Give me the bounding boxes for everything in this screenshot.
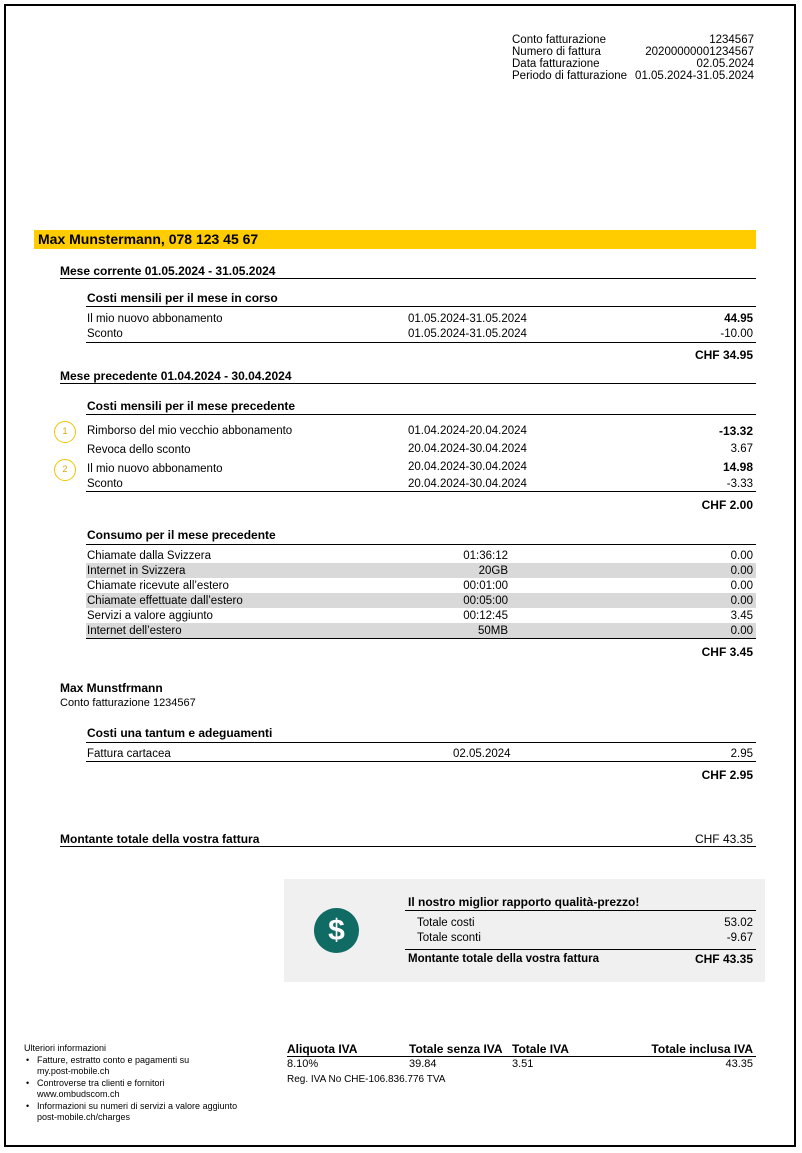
vat-value-net: 39.84 [409,1058,437,1070]
one-time-date: 02.05.2024 [453,748,511,760]
consumption-qty: 00:12:45 [463,610,508,622]
header-row [512,58,754,70]
header-label: Conto fatturazione [512,34,606,46]
footer-item [24,1101,274,1124]
one-time-amount: 2.95 [730,748,753,760]
consumption-amount: 3.45 [730,610,753,622]
marker-badge: 1 [54,421,76,443]
header-row [512,34,754,46]
consumption-qty: 20GB [478,565,508,577]
footer-title: Ulteriori informazioni [24,1043,107,1053]
previous-month-total: CHF 2.00 [701,498,753,512]
footer-link[interactable]: www.ombudscom.ch [37,1089,120,1099]
footer-link[interactable]: my.post-mobile.ch [37,1066,110,1076]
header-row [512,46,754,58]
account-holder-account: Conto fatturazione 1234567 [60,697,196,709]
footer-item [24,1055,274,1078]
line-item-label: Sconto [87,328,123,340]
consumption-label: Chiamate dalla Svizzera [87,550,212,562]
marker-badge: 2 [54,459,76,481]
consumption-qty: 00:05:00 [463,595,508,607]
consumption-qty: 01:36:12 [463,550,508,562]
line-item-period: 01.05.2024-31.05.2024 [408,313,527,325]
line-item-period: 20.04.2024-30.04.2024 [408,443,527,455]
line-item-period: 20.04.2024-30.04.2024 [408,461,527,473]
consumption-label: Chiamate effettuate dall’estero [87,595,243,607]
summary-total-value: CHF 43.35 [694,952,753,966]
line-item-amount: 44.95 [724,313,753,325]
previous-month-title: Mese precedente 01.04.2024 - 30.04.2024 [60,369,292,383]
consumption-label: Servizi a valore aggiunto [87,610,213,622]
line-item-period: 01.05.2024-31.05.2024 [408,328,527,340]
divider [86,638,756,639]
vat-header-rate: Aliquota IVA [287,1042,358,1056]
header-row [512,70,754,82]
divider [405,949,756,950]
consumption-label: Internet in Svizzera [87,565,186,577]
one-time-total: CHF 2.95 [701,768,753,782]
divider [86,414,756,415]
vat-registration: Reg. IVA No CHE-106.836.776 TVA [287,1074,446,1085]
divider [405,910,756,911]
line-item-label: Il mio nuovo abbonamento [87,313,223,325]
line-item-amount: 3.67 [730,443,753,455]
header-value: 1234567 [709,34,754,46]
line-item-label: Il mio nuovo abbonamento [87,463,223,475]
current-month-title: Mese corrente 01.05.2024 - 31.05.2024 [60,264,276,278]
vat-value-gross: 43.35 [725,1058,753,1070]
summary-title: Il nostro miglior rapporto qualità-prezzo! [408,895,640,909]
summary-row-value: 53.02 [724,917,753,929]
header-value: 01.05.2024-31.05.2024 [635,70,754,82]
previous-month-subtitle: Costi mensili per il mese precedente [87,399,296,413]
header-value: 02.05.2024 [696,58,754,70]
consumption-amount: 0.00 [730,625,753,637]
line-item-label: Sconto [87,478,123,490]
footer-info [24,1043,274,1124]
divider [60,278,756,279]
summary-total-label: Montante totale della vostra fattura [408,953,600,965]
header-label: Numero di fattura [512,46,601,58]
divider [60,846,756,847]
line-item-amount: -13.32 [718,424,753,438]
vat-header-vat: Totale IVA [512,1042,569,1056]
vat-header-net: Totale senza IVA [409,1042,503,1056]
consumption-total: CHF 3.45 [701,645,753,659]
dollar-icon: $ [314,908,359,953]
grand-total-label: Montante totale della vostra fattura [60,832,260,846]
consumption-amount: 0.00 [730,550,753,562]
consumption-qty: 00:01:00 [463,580,508,592]
current-month-subtitle: Costi mensili per il mese in corso [87,291,278,305]
consumption-qty: 50MB [477,625,508,637]
divider [86,742,756,743]
header-label: Periodo di fatturazione [512,70,628,82]
vat-header-gross: Totale inclusa IVA [651,1042,753,1056]
line-item-period: 01.04.2024-20.04.2024 [408,425,527,437]
divider [86,761,756,762]
line-item-label: Rimborso del mio vecchio abbonamento [87,425,293,437]
footer-item-text: • Controverse tra clienti e fornitori [37,1077,165,1088]
summary-row-label: Totale sconti [417,932,481,944]
vat-value-vat: 3.51 [512,1058,534,1070]
account-holder-name: Max Munstfrmann [60,681,163,695]
divider [86,544,756,545]
consumption-amount: 0.00 [730,565,753,577]
consumption-amount: 0.00 [730,580,753,592]
divider [86,306,756,307]
consumption-label: Chiamate ricevute all’estero [87,580,229,592]
summary-row-value: -9.67 [726,932,753,944]
invoice-header-info [512,34,754,82]
consumption-amount: 0.00 [730,595,753,607]
divider [86,491,756,492]
summary-row-label: Totale costi [417,917,475,929]
footer-item-text: • Fatture, estratto conto e pagamenti su [37,1054,190,1065]
line-item-amount: -10.00 [720,328,753,340]
current-month-total: CHF 34.95 [694,348,753,362]
consumption-label: Internet dell’estero [87,625,182,637]
customer-bar: Max Munstermann, 078 123 45 67 [34,230,756,249]
one-time-subtitle: Costi una tantum e adeguamenti [87,726,273,740]
grand-total-value: CHF 43.35 [694,832,753,846]
divider [60,383,756,384]
header-value: 20200000001234567 [645,46,754,58]
line-item-label: Revoca dello sconto [87,444,191,456]
vat-value-rate: 8.10% [287,1058,319,1070]
footer-list [24,1055,274,1124]
divider [86,342,756,343]
footer-item-text: • Informazioni su numeri di servizi a valore aggiunto [37,1100,238,1111]
line-item-amount: 14.98 [722,460,753,474]
footer-item [24,1078,274,1101]
one-time-label: Fattura cartacea [87,748,171,760]
line-item-period: 20.04.2024-30.04.2024 [408,478,527,490]
header-label: Data fatturazione [512,58,600,70]
footer-link[interactable]: post-mobile.ch/charges [37,1112,131,1122]
line-item-amount: -3.33 [726,478,753,490]
consumption-subtitle: Consumo per il mese precedente [87,528,276,542]
